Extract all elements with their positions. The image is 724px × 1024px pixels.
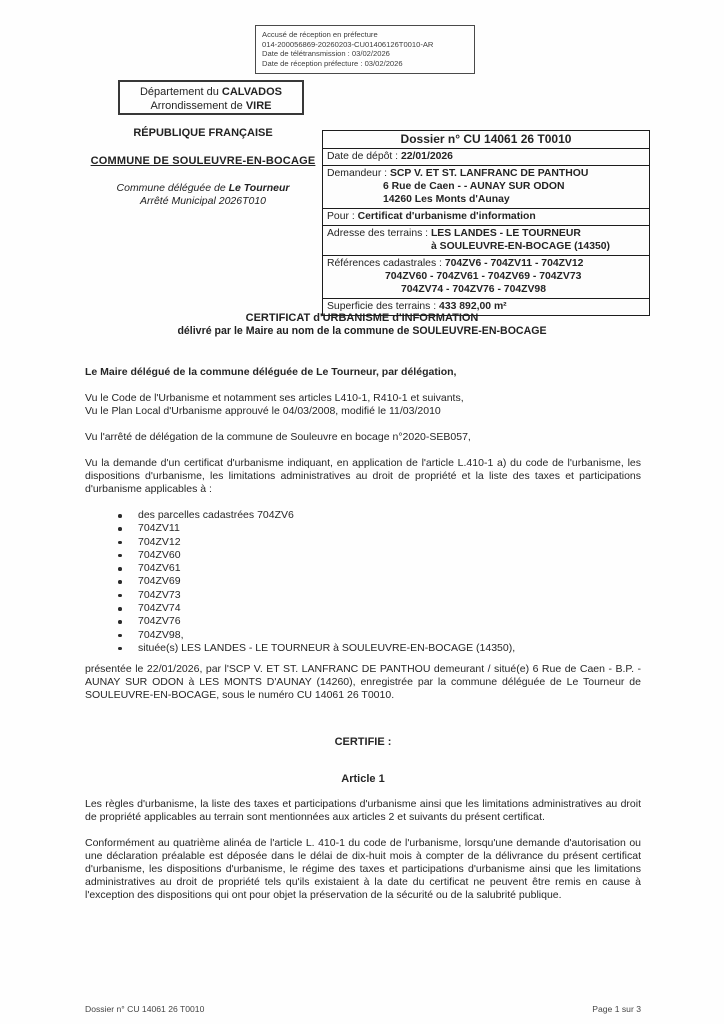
left-heading-column	[83, 127, 323, 208]
footer-dossier-number: Dossier n° CU 14061 26 T0010	[85, 1004, 205, 1014]
row-references	[323, 256, 649, 299]
demandeur-line-3: 14260 Les Monts d'Aunay	[383, 194, 510, 205]
superficie-value: 433 892,00 m²	[439, 301, 507, 312]
references-label: Références cadastrales :	[327, 258, 445, 269]
article-1-paragraph-1: Les règles d'urbanisme, la liste des taxes et participations d'urbanisme ainsi que les limitations administratives au droit de propriété applicables au terrain sont mentionnées aux articles 2 et suivants du présent certificat.	[85, 798, 641, 824]
parcel-item: 704ZV76	[118, 615, 641, 628]
title-line-2: délivré par le Maire au nom de la commune de SOULEUVRE-EN-BOCAGE	[177, 325, 547, 337]
arrondissement-line	[120, 100, 302, 114]
vu-plan-local: Vu le Plan Local d'Urbanisme approuvé le 04/03/2008, modifié le 11/03/2010	[85, 405, 441, 417]
parcel-item: des parcelles cadastrées 704ZV6	[118, 509, 641, 522]
demandeur-line-2: 6 Rue de Caen - - AUNAY SUR ODON	[383, 181, 565, 192]
parcel-item: 704ZV74	[118, 602, 641, 615]
row-pour	[323, 209, 649, 226]
certifie-heading: CERTIFIE :	[334, 736, 392, 749]
article-1-heading: Article 1	[341, 773, 385, 786]
department-box	[118, 80, 304, 115]
superficie-label: Superficie des terrains :	[327, 301, 440, 312]
row-demandeur	[323, 166, 649, 209]
references-value: 704ZV6 - 704ZV11 - 704ZV12	[444, 258, 584, 269]
parcel-item: 704ZV60	[118, 549, 641, 562]
dossier-table	[322, 130, 650, 316]
references-line-1	[327, 257, 645, 270]
references-line-3: 704ZV74 - 704ZV76 - 704ZV98	[401, 284, 546, 295]
commune-deleguee-name: Le Tourneur	[228, 182, 290, 194]
parcel-item: 704ZV73	[118, 589, 641, 602]
page-footer	[85, 1004, 641, 1014]
parcel-item: 704ZV98,	[118, 629, 641, 642]
row-adresse	[323, 226, 649, 256]
parcel-item: 704ZV61	[118, 562, 641, 575]
demandeur-line-1	[327, 167, 645, 180]
department-label: Département du	[139, 86, 222, 98]
article-1-paragraph-2: Conformément au quatrième alinéa de l'article L. 410-1 du code de l'urbanisme, lorsqu'une demande d'autorisation ou une déclaration préalable est déposée dans le délai de dix-huit mois à compter de la délivrance du présent certificat d'urbanisme, les dispositions d'urbanisme, le régime des taxes et participations d'urbanisme ainsi que les limitations administratives au droit de propriété tels qu'ils existaient à la date du certificat ne peuvent être remis en cause à l'exception des dispositions qui ont pour objet la préservation de la sécurité ou de la salubrité publique.	[85, 837, 641, 902]
vu-arrete-delegation: Vu l'arrêté de délégation de la commune de Souleuvre en bocage n°2020-SEB057,	[85, 431, 471, 443]
footer-page-number: Page 1 sur 3	[592, 1004, 641, 1014]
prefecture-stamp	[255, 25, 475, 74]
stamp-line-1: Accusé de réception en préfecture	[262, 30, 378, 39]
stamp-line-4: Date de réception préfecture : 03/02/2026	[262, 58, 403, 68]
demandeur-label: Demandeur :	[327, 168, 390, 179]
title-line-1: CERTIFICAT d'URBANISME d'INFORMATION	[245, 312, 479, 324]
department-name: CALVADOS	[221, 86, 283, 98]
demandeur-name: SCP V. ET ST. LANFRANC DE PANTHOU	[389, 168, 589, 179]
arrondissement-label: Arrondissement de	[150, 99, 246, 112]
opening-line: Le Maire délégué de la commune déléguée de Le Tourneur, par délégation,	[85, 366, 457, 378]
date-depot-label: Date de dépôt :	[327, 151, 401, 162]
stamp-line-2: 014-200056869-20260203-CU01406126T0010-AR	[262, 39, 434, 49]
parcel-item: 704ZV11	[118, 522, 641, 535]
parcel-item: 704ZV69	[118, 575, 641, 588]
vu-code-urbanisme: Vu le Code de l'Urbanisme et notamment ses articles L410-1, R410-1 et suivants,	[85, 392, 464, 404]
adresse-label: Adresse des terrains :	[327, 228, 431, 239]
vu-demande: Vu la demande d'un certificat d'urbanisme indiquant, en application de l'article L.410-1 a) du code de l'urbanisme, les dispositions d'urbanisme, les limitations administratives au droit de propriété et la liste des taxes et participations d'urbanisme applicables à :	[85, 457, 641, 495]
parcel-item-location: située(s) LES LANDES - LE TOURNEUR à SOULEUVRE-EN-BOCAGE (14350),	[118, 642, 641, 655]
parcel-list	[85, 509, 641, 655]
commune-deleguee-line	[83, 182, 323, 195]
parcel-item: 704ZV12	[118, 536, 641, 549]
document-title	[42, 312, 682, 338]
commune-deleguee-prefix: Commune déléguée de	[116, 182, 229, 194]
adresse-value: LES LANDES - LE TOURNEUR	[430, 228, 581, 239]
row-date-depot	[323, 149, 649, 166]
stamp-line-3: Date de télétransmission : 03/02/2026	[262, 49, 390, 59]
document-body	[85, 366, 641, 902]
arrete-municipal: Arrêté Municipal 2026T010	[139, 195, 267, 207]
pour-value: Certificat d'urbanisme d'information	[357, 211, 536, 222]
commune-title: COMMUNE DE SOULEUVRE-EN-BOCAGE	[90, 155, 316, 167]
dossier-number: Dossier n° CU 14061 26 T0010	[323, 131, 649, 149]
department-line	[120, 86, 302, 100]
arrondissement-name: VIRE	[245, 99, 272, 112]
pour-label: Pour :	[327, 211, 358, 222]
republique-francaise: RÉPUBLIQUE FRANÇAISE	[133, 127, 273, 139]
date-depot-value: 22/01/2026	[400, 151, 453, 162]
adresse-line-1	[327, 227, 645, 240]
references-line-2: 704ZV60 - 704ZV61 - 704ZV69 - 704ZV73	[385, 271, 582, 282]
adresse-line-2: à SOULEUVRE-EN-BOCAGE (14350)	[431, 241, 610, 252]
presentee-paragraph: présentée le 22/01/2026, par l'SCP V. ET ST. LANFRANC DE PANTHOU demeurant / situé(e) 6 Rue de Caen - B.P. - AUNAY SUR ODON à LES MONTS D'AUNAY (14260), enregistrée par la commune déléguée de Le Tourneur de SOULEUVRE-EN-BOCAGE, sous le numéro CU 14061 26 T0010.	[85, 663, 641, 702]
